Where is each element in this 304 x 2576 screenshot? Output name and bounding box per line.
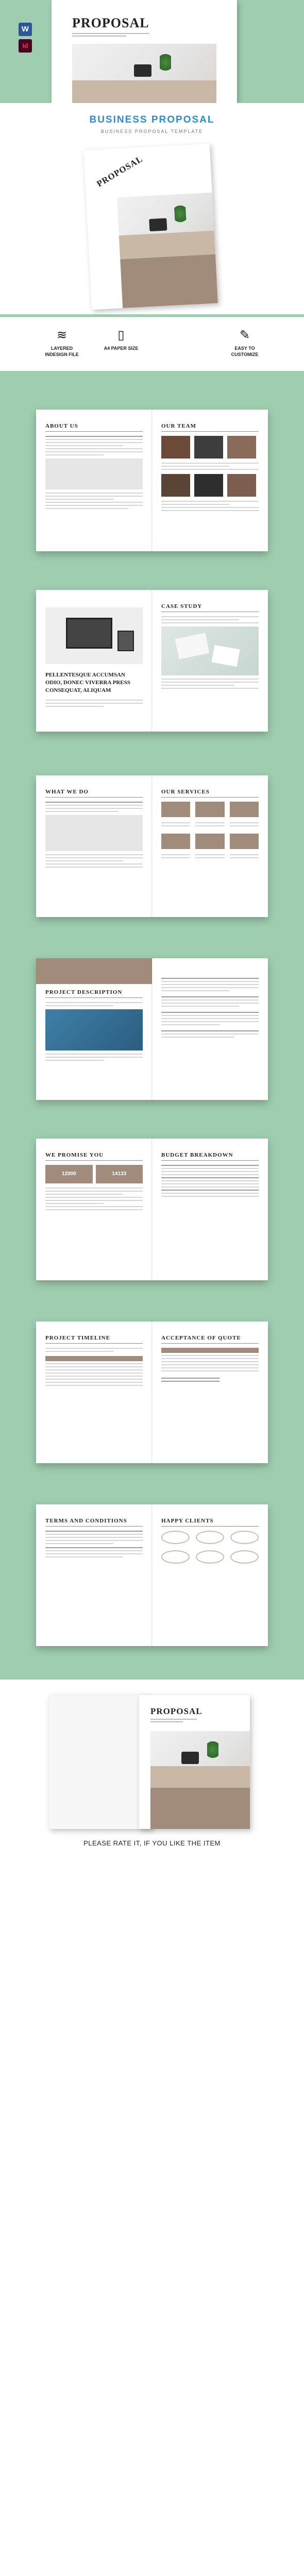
stat-box: 12000 — [45, 1165, 93, 1183]
final-cover-front — [139, 1695, 250, 1829]
page-title: OUR SERVICES — [161, 789, 259, 798]
final-cover-color-block — [150, 1788, 250, 1829]
page-we-promise — [36, 1139, 152, 1280]
final-cover-title: PROPOSAL — [150, 1706, 202, 1716]
feature-label: EASY TO CUSTOMIZE — [231, 346, 259, 357]
page-title: CASE STUDY — [161, 603, 259, 612]
team-photo — [227, 436, 256, 459]
service-icon — [230, 802, 259, 817]
final-cover-back — [49, 1695, 152, 1829]
feature-layered-file — [31, 328, 93, 358]
page-title: WE PROMISE YOU — [45, 1152, 143, 1161]
page-budget-breakdown — [152, 1139, 268, 1280]
page-project-details — [152, 958, 268, 1100]
headline-section — [0, 103, 304, 314]
angled-cover-title: PROPOSAL — [95, 154, 145, 189]
cover-title: PROPOSAL — [72, 15, 149, 30]
page-acceptance — [152, 1321, 268, 1463]
layers-icon: ≋ — [56, 328, 67, 342]
feature-label: LAYERED INDESIGN FILE — [45, 346, 79, 357]
page-quote: PELLENTESQUE ACCUMSAN ODIO, DONEC VIVERRA PRESS CONSEQUAT, ALIQUAM — [45, 672, 130, 693]
client-logo — [161, 1550, 190, 1564]
team-photo — [194, 474, 223, 497]
angled-cover-color-block — [120, 255, 218, 309]
final-section — [0, 1680, 304, 2576]
project-image — [45, 1009, 143, 1050]
cover-photo — [72, 44, 216, 103]
page-our-team — [152, 410, 268, 551]
spread-budget — [36, 1139, 268, 1280]
page-title: TERMS AND CONDITIONS — [45, 1518, 143, 1527]
devices-image — [45, 607, 143, 664]
page-about-us — [36, 410, 152, 551]
client-logo — [196, 1550, 224, 1564]
service-icon — [161, 834, 190, 849]
feature-customize — [214, 328, 276, 358]
edit-icon: ✎ — [239, 328, 250, 342]
feature-label: A4 PAPER SIZE — [104, 346, 139, 351]
client-logo — [230, 1531, 259, 1544]
service-icon — [230, 834, 259, 849]
page-devices — [36, 590, 152, 732]
service-icon — [161, 802, 190, 817]
headline-title: BUSINESS PROPOSAL — [89, 114, 215, 125]
client-logo — [196, 1531, 224, 1544]
page-title: PROJECT DESCRIPTION — [45, 989, 143, 998]
page-title: PROJECT TIMELINE — [45, 1335, 143, 1344]
spread-project-description — [36, 958, 268, 1100]
service-icon — [195, 802, 224, 817]
spread-what-we-do — [36, 775, 268, 917]
page-happy-clients — [152, 1504, 268, 1646]
word-icon: W — [19, 23, 32, 36]
hero-section — [0, 0, 304, 103]
spread-about-team — [36, 410, 268, 551]
angled-cover-photo — [117, 193, 215, 260]
page-title: ABOUT US — [45, 423, 143, 432]
spread-clients — [36, 1504, 268, 1646]
page-title: HAPPY CLIENTS — [161, 1518, 259, 1527]
indesign-icon: Id — [19, 39, 32, 53]
page-our-services — [152, 775, 268, 917]
page-title: ACCEPTANCE OF QUOTE — [161, 1335, 259, 1344]
page-case-study — [152, 590, 268, 732]
team-photo — [161, 474, 190, 497]
team-photo — [161, 436, 190, 459]
page-title: BUDGET BREAKDOWN — [161, 1152, 259, 1161]
stat-box: 14133 — [96, 1165, 143, 1183]
spread-timeline — [36, 1321, 268, 1463]
page-terms — [36, 1504, 152, 1646]
features-section — [0, 317, 304, 371]
document-icon: ▯ — [117, 328, 125, 342]
service-icon — [195, 834, 224, 849]
timeline-table — [45, 1356, 143, 1386]
spread-case-study — [36, 590, 268, 732]
page-project-description — [36, 958, 152, 1100]
team-photo — [194, 436, 223, 459]
feature-paper-size — [90, 328, 152, 351]
client-logo — [161, 1531, 190, 1544]
page-project-timeline — [36, 1321, 152, 1463]
page-title: WHAT WE DO — [45, 789, 143, 798]
headline-subtitle: BUSINESS PROPOSAL TEMPLATE — [100, 129, 204, 134]
cover-page-angled — [83, 144, 218, 310]
cover-page-front — [52, 0, 237, 103]
rating-message: PLEASE RATE IT, IF YOU LIKE THE ITEM — [83, 1839, 221, 1847]
final-cover-photo — [150, 1731, 250, 1788]
page-title: OUR TEAM — [161, 423, 259, 432]
cover-subtitle-lines — [72, 33, 149, 38]
page-what-we-do — [36, 775, 152, 917]
client-logo — [230, 1550, 259, 1564]
case-study-image — [161, 626, 259, 675]
team-photo — [227, 474, 256, 497]
